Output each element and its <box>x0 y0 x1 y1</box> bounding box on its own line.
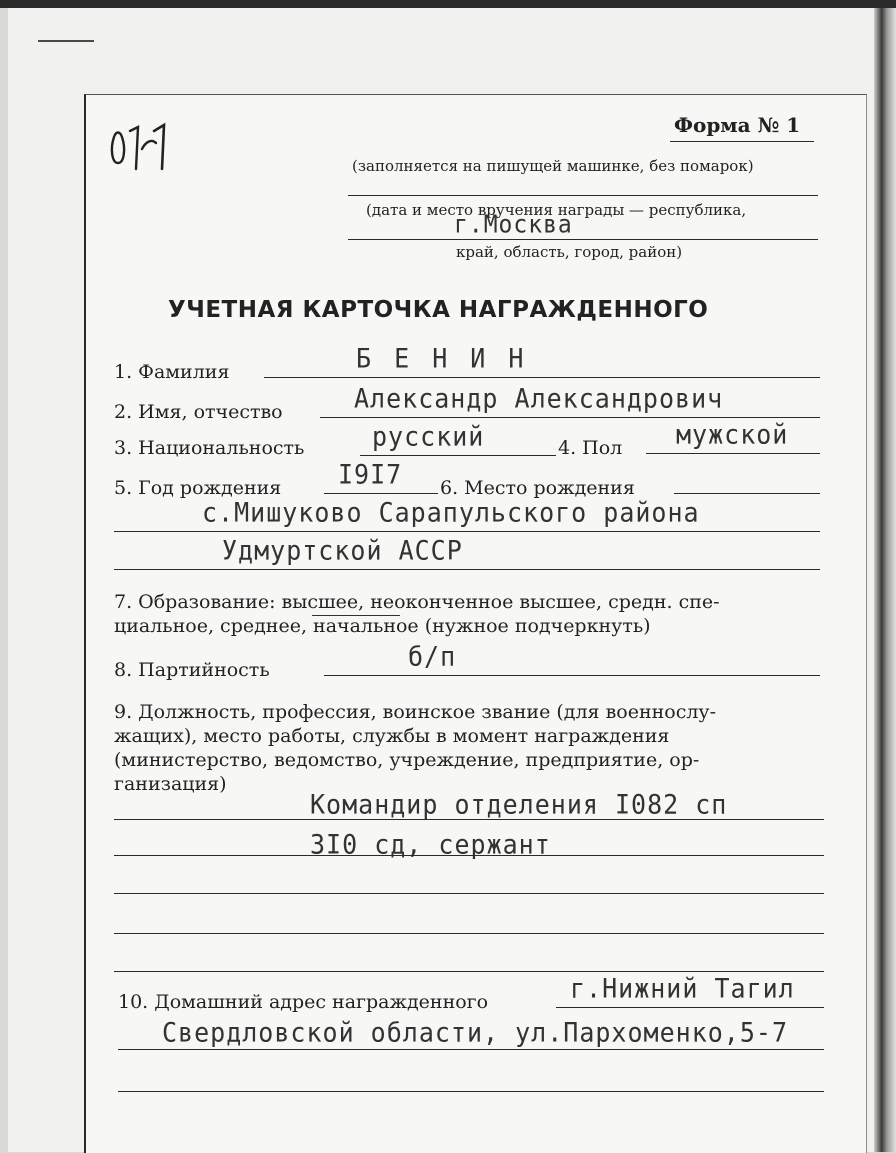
handwritten-number-icon <box>108 119 178 175</box>
party-value: б/п <box>408 640 457 672</box>
nationality-value: русский <box>372 420 485 452</box>
party-line <box>324 675 820 676</box>
position-line-1: Командир отделения I082 сп <box>310 788 728 820</box>
position-rule-3 <box>114 893 824 894</box>
address-label: 10. Домашний адрес награжденного <box>118 991 489 1013</box>
birth-place-label: 6. Место рождения <box>440 477 635 499</box>
position-label-3: (министерство, ведомство, учреждение, предприятие, ор- <box>114 749 700 771</box>
award-place-value: г.Москва <box>454 210 573 239</box>
address-line-1: г.Нижний Тагил <box>570 972 795 1004</box>
sex-label: 4. Пол <box>558 437 623 459</box>
birth-year-value: I9I7 <box>338 458 403 490</box>
form-number: Форма № 1 <box>674 113 801 137</box>
education-line-1: 7. Образование: высшее, неоконченное высшее, средн. спе- <box>114 591 720 613</box>
award-place-label-2: край, область, город, район) <box>456 243 683 261</box>
address-rule-1 <box>556 1007 824 1008</box>
address-rule-3 <box>118 1091 824 1092</box>
address-rule-2 <box>118 1049 824 1050</box>
scan-edge-top <box>0 0 896 8</box>
nationality-label: 3. Национальность <box>114 437 305 459</box>
birth-place-line <box>674 493 820 494</box>
scan-edge-right <box>874 8 896 1152</box>
position-label-2: жащих), место работы, службы в момент награждения <box>114 725 670 747</box>
surname-value: Б Е Н И Н <box>356 342 528 374</box>
birth-place-line-1: с.Мишуково Сарапульского района <box>202 496 700 528</box>
name-label: 2. Имя, отчество <box>114 401 283 423</box>
nationality-line <box>360 455 556 456</box>
position-line-2: 3I0 сд, сержант <box>310 828 551 860</box>
award-place-line <box>348 239 818 240</box>
party-label: 8. Партийность <box>114 659 270 681</box>
fill-instruction-note: (заполняется на пишущей машинке, без помарок) <box>352 157 754 175</box>
surname-label: 1. Фамилия <box>114 361 230 383</box>
pencil-mark <box>38 40 94 42</box>
sex-line <box>646 453 820 454</box>
form-number-underline <box>670 141 814 142</box>
birth-place-rule-1 <box>114 531 820 532</box>
position-rule-2 <box>114 855 824 856</box>
award-date-line <box>348 195 818 196</box>
award-place-label-1: (дата и место вручения награды — республика, <box>366 201 747 219</box>
name-value: Александр Александрович <box>354 382 724 414</box>
position-rule-1 <box>114 819 824 820</box>
birth-place-line-2: Удмуртской АССР <box>222 534 463 566</box>
position-label-4: ганизация) <box>114 773 227 795</box>
sex-value: мужской <box>676 418 789 450</box>
position-rule-4 <box>114 933 824 934</box>
education-line-2: циальное, среднее, начальное (нужное подчеркнуть) <box>114 615 651 637</box>
birth-place-rule-2 <box>114 569 820 570</box>
surname-line <box>264 377 820 378</box>
card-title: УЧЕТНАЯ КАРТОЧКА НАГРАЖДЕННОГО <box>168 297 709 323</box>
award-record-card <box>84 94 867 1153</box>
position-label-1: 9. Должность, профессия, воинское звание (для военнослу- <box>114 701 717 723</box>
birth-year-line <box>324 493 438 494</box>
address-line-2: Свердловской области, ул.Пархоменко,5-7 <box>162 1016 788 1048</box>
birth-year-label: 5. Год рождения <box>114 477 282 499</box>
